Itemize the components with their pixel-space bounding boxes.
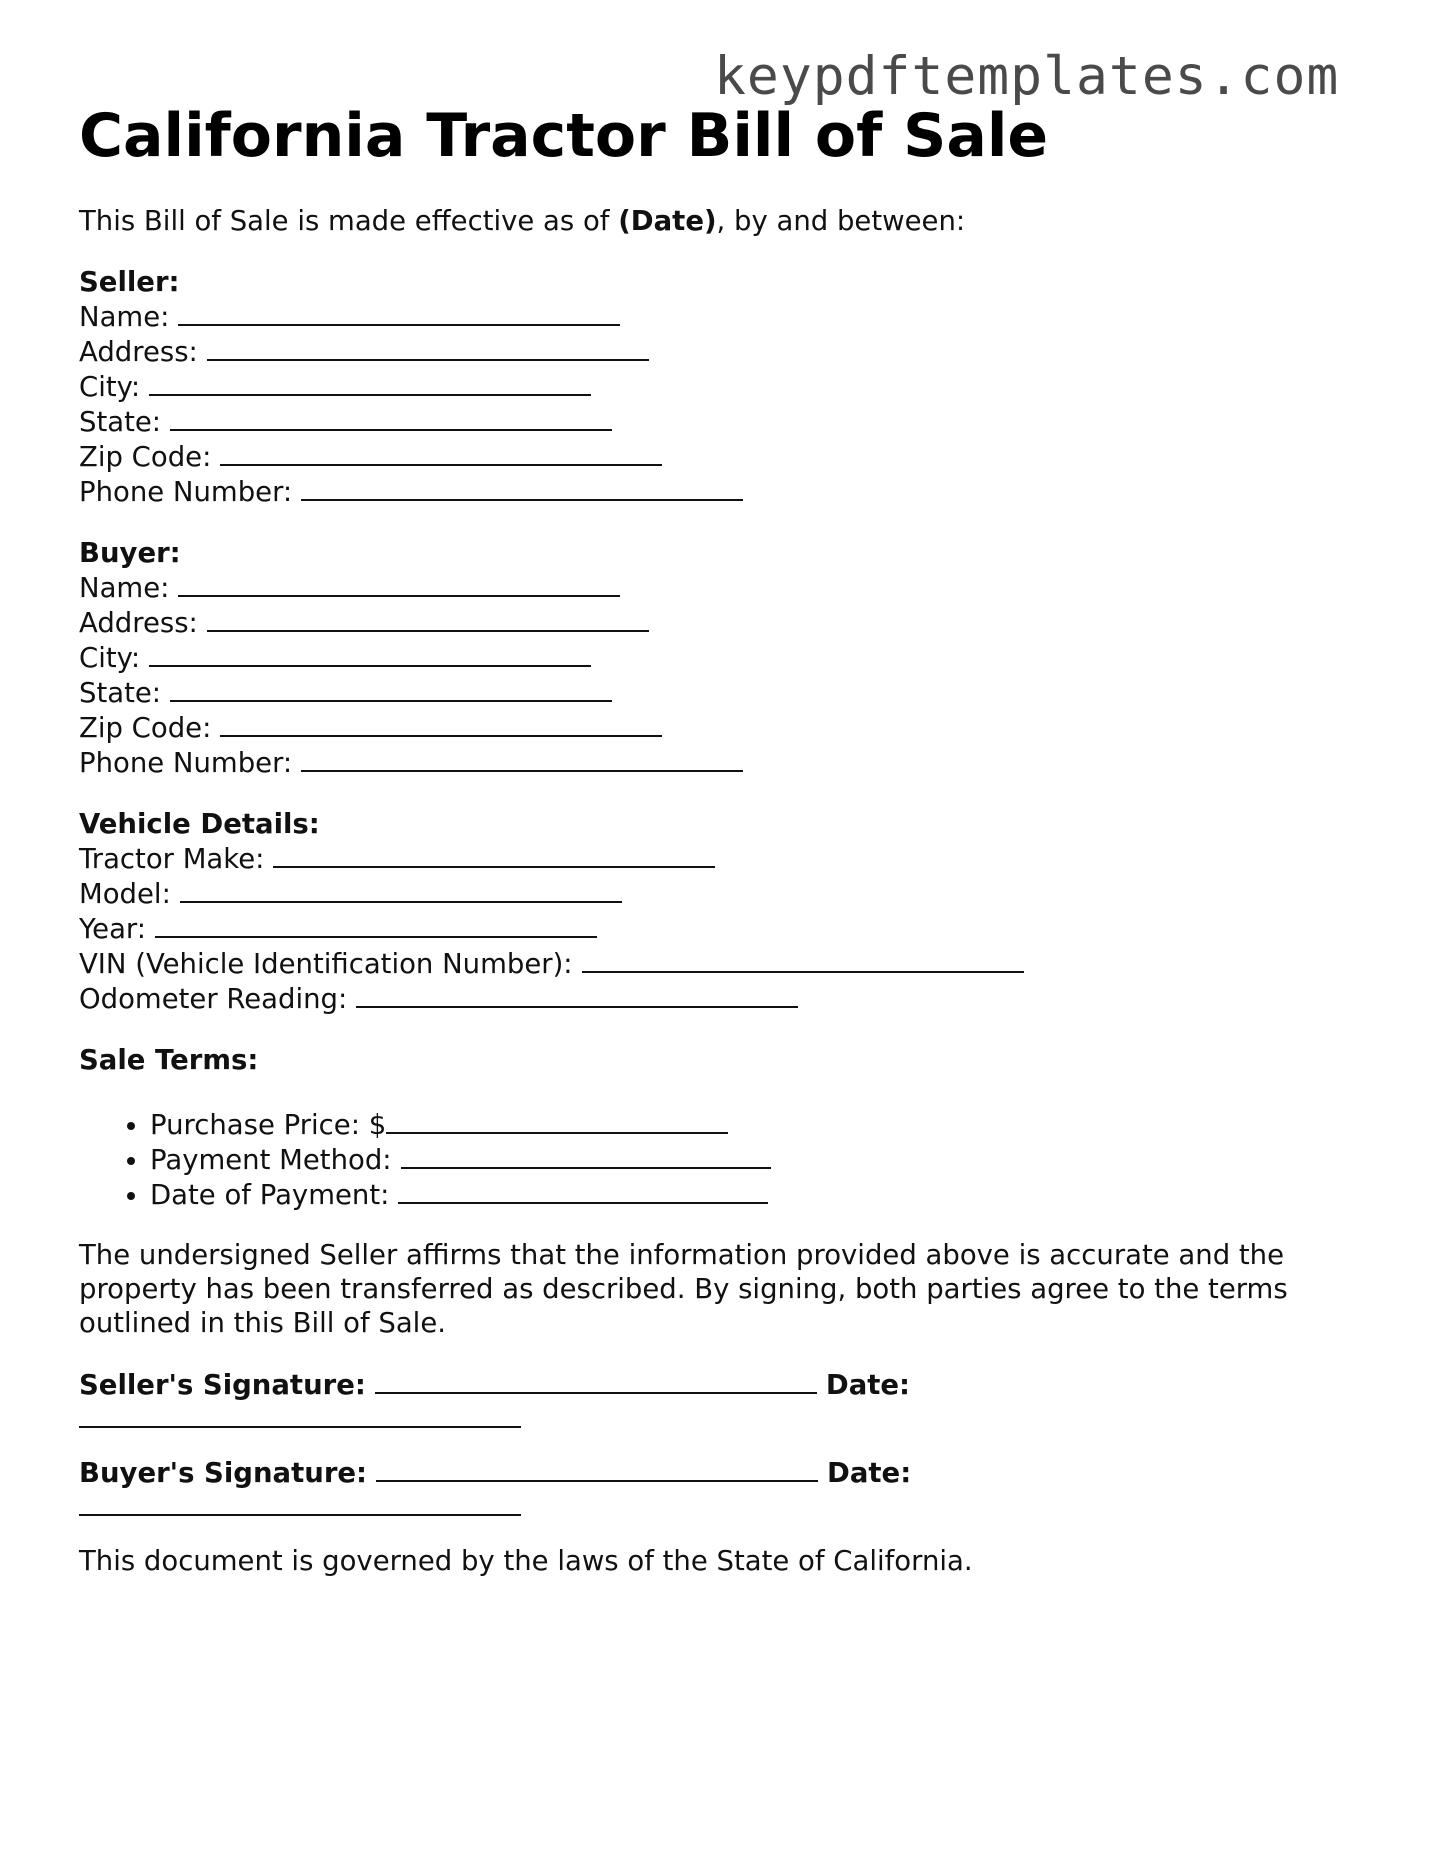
intro-date-placeholder: (Date) <box>618 205 717 237</box>
field-label: Tractor Make: <box>79 843 265 875</box>
buyer-city-blank[interactable] <box>149 640 591 667</box>
field-label: Odometer Reading: <box>79 983 348 1015</box>
payment-method-item <box>150 1142 1389 1177</box>
buyer-state-row <box>79 675 1389 710</box>
buyer-signature-block <box>79 1455 1389 1516</box>
field-label: Address: <box>79 607 198 639</box>
field-label: City: <box>79 371 141 403</box>
buyer-zip-blank[interactable] <box>220 710 662 737</box>
seller-signature-block <box>79 1367 1389 1428</box>
sale-terms-heading: Sale Terms: <box>79 1044 259 1076</box>
year-row <box>79 911 1389 946</box>
buyer-address-blank[interactable] <box>207 605 649 632</box>
seller-state-row <box>79 404 1389 439</box>
seller-zip-blank[interactable] <box>220 439 662 466</box>
seller-address-blank[interactable] <box>207 334 649 361</box>
field-label: Name: <box>79 301 170 333</box>
field-label: City: <box>79 642 141 674</box>
vin-row <box>79 946 1389 981</box>
field-label: Phone Number: <box>79 747 293 779</box>
field-label: Date of Payment: <box>150 1179 390 1211</box>
seller-state-blank[interactable] <box>170 404 612 431</box>
buyer-section <box>79 536 1389 780</box>
sale-terms-section <box>79 1043 1389 1212</box>
buyer-heading: Buyer: <box>79 537 181 569</box>
model-row <box>79 876 1389 911</box>
buyer-city-row <box>79 640 1389 675</box>
buyer-zip-row <box>79 710 1389 745</box>
seller-name-row <box>79 299 1389 334</box>
field-label: VIN (Vehicle Identification Number): <box>79 948 573 980</box>
buyer-date-label: Date: <box>827 1457 912 1489</box>
field-label: Payment Method: <box>150 1144 392 1176</box>
field-label: State: <box>79 406 162 438</box>
odometer-blank[interactable] <box>356 981 798 1008</box>
seller-signature-row <box>79 1367 1389 1402</box>
seller-date-label: Date: <box>825 1369 911 1401</box>
field-label: Zip Code: <box>79 712 212 744</box>
model-blank[interactable] <box>180 876 622 903</box>
intro-text-after: , by and between: <box>716 205 966 237</box>
date-of-payment-blank[interactable] <box>398 1177 768 1204</box>
seller-signature-blank[interactable] <box>375 1367 817 1394</box>
field-label: Year: <box>79 913 147 945</box>
buyer-signature-blank[interactable] <box>376 1455 818 1482</box>
buyer-state-blank[interactable] <box>170 675 612 702</box>
document-title: California Tractor Bill of Sale <box>79 101 1049 171</box>
buyer-address-row <box>79 605 1389 640</box>
purchase-price-item <box>150 1107 1389 1142</box>
buyer-name-blank[interactable] <box>178 570 620 597</box>
field-label: Purchase Price: $ <box>150 1109 387 1141</box>
purchase-price-blank[interactable] <box>386 1107 728 1134</box>
seller-phone-blank[interactable] <box>301 474 743 501</box>
seller-name-blank[interactable] <box>178 299 620 326</box>
buyer-signature-label: Buyer's Signature: <box>79 1457 368 1489</box>
seller-zip-row <box>79 439 1389 474</box>
payment-method-blank[interactable] <box>401 1142 771 1169</box>
watermark: keypdftemplates.com <box>714 46 1340 107</box>
field-label: Model: <box>79 878 171 910</box>
field-label: Zip Code: <box>79 441 212 473</box>
seller-address-row <box>79 334 1389 369</box>
sale-terms-list <box>79 1107 1389 1212</box>
vehicle-heading: Vehicle Details: <box>79 808 320 840</box>
seller-heading: Seller: <box>79 266 180 298</box>
seller-city-row <box>79 369 1389 404</box>
seller-phone-row <box>79 474 1389 509</box>
seller-city-blank[interactable] <box>149 369 591 396</box>
affirmation-paragraph: The undersigned Seller affirms that the information provided above is accurate and the property has been transferred as described. By signing, both parties agree to the terms outlined in this Bill of Sale. <box>79 1239 1288 1339</box>
odometer-row <box>79 981 1389 1016</box>
buyer-phone-row <box>79 745 1389 780</box>
vin-blank[interactable] <box>582 946 1024 973</box>
date-of-payment-item <box>150 1177 1389 1212</box>
field-label: Address: <box>79 336 198 368</box>
seller-section <box>79 265 1389 509</box>
intro-text-before: This Bill of Sale is made effective as of <box>79 205 619 237</box>
tractor-make-row <box>79 841 1389 876</box>
field-label: Phone Number: <box>79 476 293 508</box>
document-page <box>79 100 1389 1578</box>
vehicle-section <box>79 807 1389 1016</box>
buyer-name-row <box>79 570 1389 605</box>
year-blank[interactable] <box>155 911 597 938</box>
intro-paragraph <box>79 204 1389 238</box>
seller-signature-label: Seller's Signature: <box>79 1369 366 1401</box>
field-label: State: <box>79 677 162 709</box>
buyer-signature-row <box>79 1455 1389 1490</box>
tractor-make-blank[interactable] <box>273 841 715 868</box>
governing-law-note: This document is governed by the laws of the State of California. <box>79 1545 973 1577</box>
buyer-phone-blank[interactable] <box>301 745 743 772</box>
field-label: Name: <box>79 572 170 604</box>
